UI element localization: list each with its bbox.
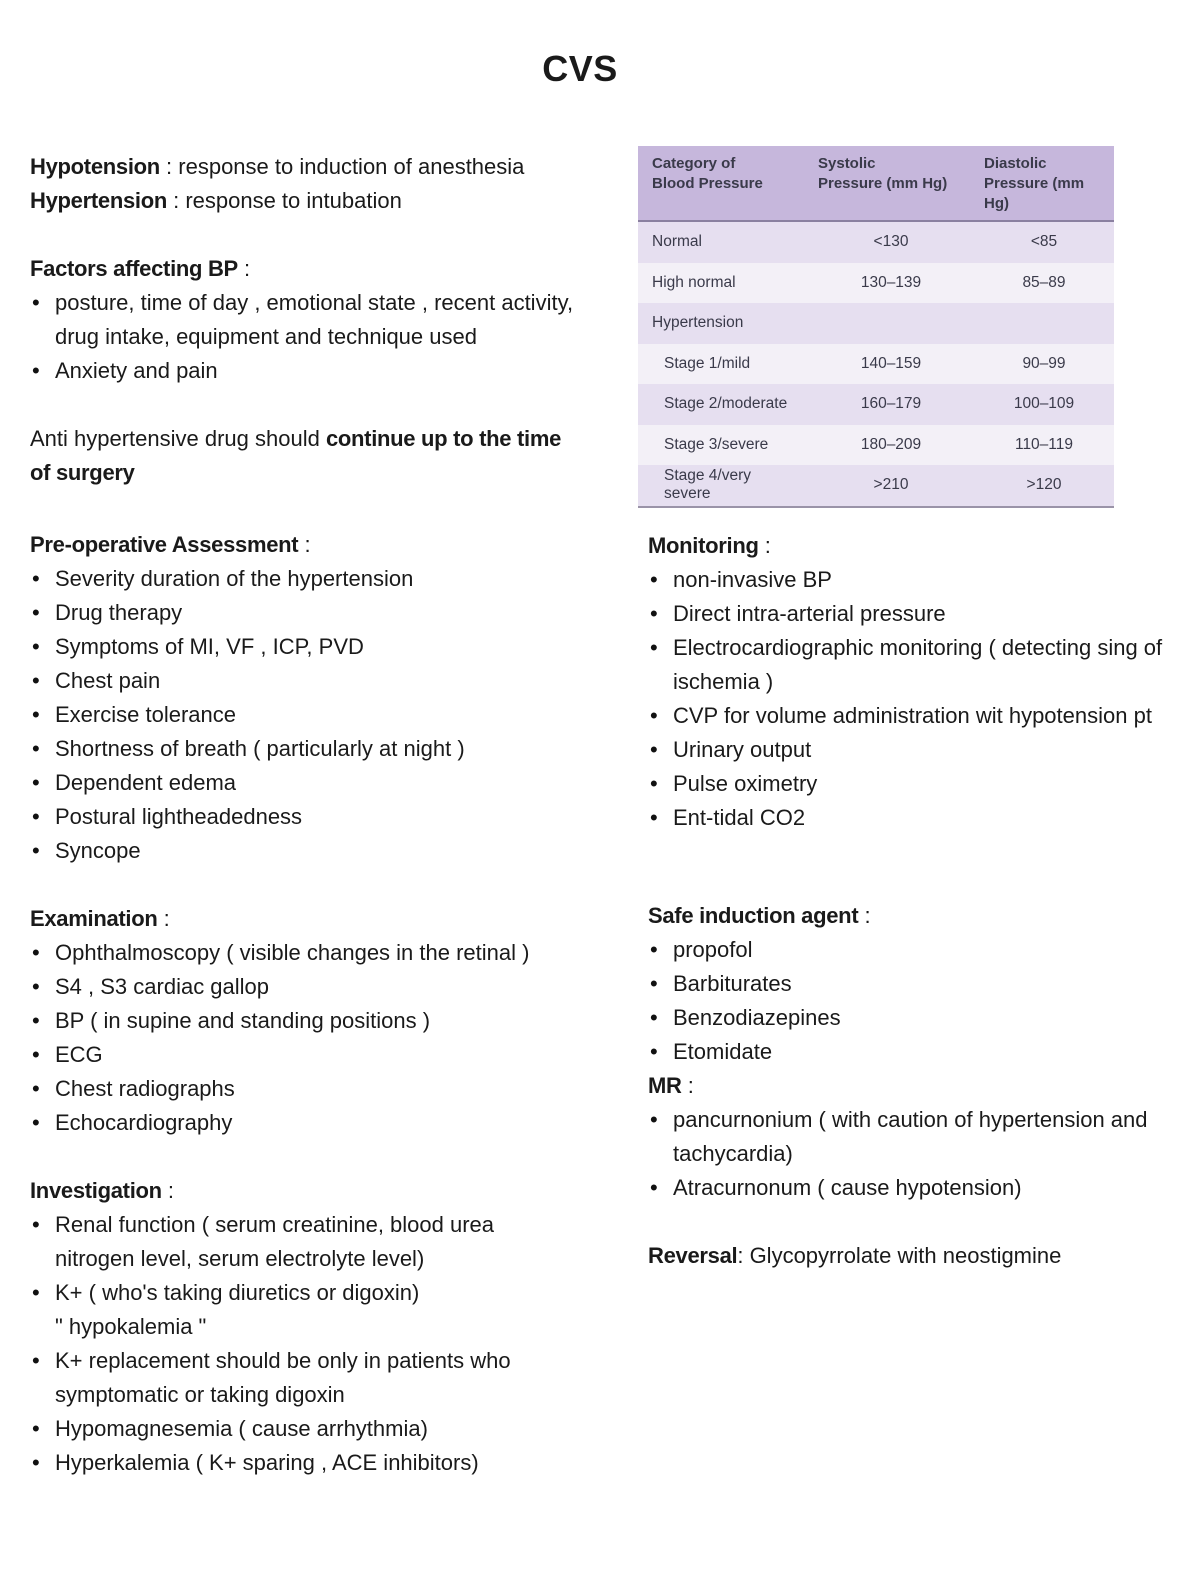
examination-heading-suffix: : bbox=[157, 906, 170, 931]
investigation-heading: Investigation bbox=[30, 1178, 162, 1203]
preop-heading-line bbox=[30, 528, 590, 562]
list-item-text: drug intake, equipment and technique used bbox=[55, 324, 477, 349]
cell-diastolic: 100–109 bbox=[974, 384, 1114, 425]
cell-systolic: 160–179 bbox=[808, 384, 974, 425]
column-header-diastolic bbox=[974, 146, 1114, 221]
table-row bbox=[638, 303, 1114, 344]
list-item bbox=[30, 1344, 590, 1412]
page-title: CVS bbox=[542, 48, 618, 89]
cell-systolic: >210 bbox=[808, 465, 974, 507]
monitoring-heading-suffix: : bbox=[758, 533, 771, 558]
monitoring-heading-line bbox=[648, 529, 1168, 563]
list-item-text: ischemia ) bbox=[673, 669, 774, 694]
list-item: • Atracurnonum ( cause hypotension) bbox=[648, 1171, 1168, 1205]
examination-heading: Examination bbox=[30, 906, 158, 931]
list-item: • ECG bbox=[30, 1038, 590, 1072]
list-item: • Ent-tidal CO2 bbox=[648, 801, 1168, 835]
investigation-heading-suffix: : bbox=[161, 1178, 175, 1203]
hypotension-line bbox=[30, 150, 590, 184]
column-header-systolic bbox=[808, 146, 974, 221]
factors-list bbox=[30, 286, 590, 388]
table-row bbox=[638, 384, 1114, 425]
induction-list bbox=[648, 933, 1168, 1069]
list-item: • non-invasive BP bbox=[648, 563, 1168, 597]
preop-heading-suffix: : bbox=[298, 532, 311, 557]
right-column bbox=[648, 529, 1168, 1273]
hypertension-label: Hypertension bbox=[30, 188, 167, 213]
header-text: Blood Pressure bbox=[652, 175, 763, 192]
mr-list bbox=[648, 1103, 1168, 1205]
table-row bbox=[638, 344, 1114, 385]
list-item-text: posture, time of day , emotional state , recent activity, bbox=[55, 290, 574, 315]
header-text: Category of bbox=[652, 155, 736, 172]
list-item bbox=[648, 1103, 1168, 1171]
table-row bbox=[638, 263, 1114, 304]
list-item-text: K+ ( who's taking diuretics or digoxin) bbox=[55, 1280, 420, 1305]
cell-diastolic: 90–99 bbox=[974, 344, 1114, 385]
list-item bbox=[30, 1276, 590, 1344]
table-header-row bbox=[638, 146, 1114, 221]
cell-category: High normal bbox=[638, 263, 808, 304]
list-item-text: tachycardia) bbox=[673, 1141, 793, 1166]
column-header-category bbox=[638, 146, 808, 221]
list-item: • Severity duration of the hypertension bbox=[30, 562, 590, 596]
hypertension-line bbox=[30, 184, 590, 218]
mr-heading-suffix: : bbox=[681, 1073, 694, 1098]
cell-systolic: 180–209 bbox=[808, 425, 974, 466]
investigation-list bbox=[30, 1208, 590, 1480]
cell-category: Stage 4/very severe bbox=[638, 465, 808, 507]
cell-category: Stage 3/severe bbox=[638, 425, 808, 466]
cell-diastolic: >120 bbox=[974, 465, 1114, 507]
reversal-text: : Glycopyrrolate with neostigmine bbox=[737, 1243, 1062, 1268]
table-row bbox=[638, 425, 1114, 466]
list-item-text: Electrocardiographic monitoring ( detecting sing of bbox=[673, 635, 1163, 660]
reversal-line bbox=[648, 1239, 1168, 1273]
list-item: • S4 , S3 cardiac gallop bbox=[30, 970, 590, 1004]
list-item: • Hypomagnesemia ( cause arrhythmia) bbox=[30, 1412, 590, 1446]
list-item: • Chest radiographs bbox=[30, 1072, 590, 1106]
mr-heading-line bbox=[648, 1069, 1168, 1103]
left-column bbox=[30, 150, 590, 1480]
header-text: Pressure (mm Hg) bbox=[818, 175, 948, 192]
examination-list bbox=[30, 936, 590, 1140]
cell-category: Stage 1/mild bbox=[638, 344, 808, 385]
list-item-text: pancurnonium ( with caution of hypertension and bbox=[673, 1107, 1148, 1132]
list-item: • Direct intra-arterial pressure bbox=[648, 597, 1168, 631]
table-row bbox=[638, 221, 1114, 263]
antihypertensive-bold: continue up to the time bbox=[325, 426, 562, 451]
list-item: • BP ( in supine and standing positions ) bbox=[30, 1004, 590, 1038]
investigation-heading-line bbox=[30, 1174, 590, 1208]
factors-heading-line bbox=[30, 252, 590, 286]
cell-diastolic: <85 bbox=[974, 221, 1114, 263]
list-item-text: " hypokalemia " bbox=[55, 1314, 207, 1339]
list-item: • Dependent edema bbox=[30, 766, 590, 800]
table-row bbox=[638, 465, 1114, 507]
monitoring-list bbox=[648, 563, 1168, 835]
list-item: • propofol bbox=[648, 933, 1168, 967]
preop-heading: Pre-operative Assessment bbox=[30, 532, 299, 557]
antihypertensive-note bbox=[30, 422, 590, 456]
list-item: • Exercise tolerance bbox=[30, 698, 590, 732]
cell-systolic: 130–139 bbox=[808, 263, 974, 304]
antihypertensive-bold-2: of surgery bbox=[30, 460, 135, 485]
list-item bbox=[30, 1208, 590, 1276]
antihypertensive-note-cont bbox=[30, 456, 590, 490]
factors-heading: Factors affecting BP bbox=[30, 256, 238, 281]
preop-list bbox=[30, 562, 590, 868]
cell-systolic: <130 bbox=[808, 221, 974, 263]
header-text: Systolic bbox=[818, 155, 876, 172]
mr-heading: MR bbox=[648, 1073, 682, 1098]
list-item: • Postural lightheadedness bbox=[30, 800, 590, 834]
header-text: Diastolic bbox=[984, 155, 1047, 172]
list-item: • Shortness of breath ( particularly at night ) bbox=[30, 732, 590, 766]
monitoring-heading: Monitoring bbox=[648, 533, 759, 558]
list-item: • Syncope bbox=[30, 834, 590, 868]
list-item bbox=[30, 286, 590, 354]
bp-category-table bbox=[638, 146, 1114, 508]
factors-heading-suffix: : bbox=[237, 256, 251, 281]
cell-category: Hypertension bbox=[638, 303, 808, 344]
list-item-text: symptomatic or taking digoxin bbox=[55, 1382, 345, 1407]
list-item-text: nitrogen level, serum electrolyte level) bbox=[55, 1246, 425, 1271]
cell-diastolic: 85–89 bbox=[974, 263, 1114, 304]
cell-category: Stage 2/moderate bbox=[638, 384, 808, 425]
induction-heading: Safe induction agent bbox=[648, 903, 859, 928]
list-item-text: K+ replacement should be only in patients who bbox=[55, 1348, 511, 1373]
antihypertensive-text: Anti hypertensive drug should bbox=[30, 426, 326, 451]
list-item-text: Renal function ( serum creatinine, blood urea bbox=[55, 1212, 495, 1237]
reversal-heading: Reversal bbox=[648, 1243, 738, 1268]
cell-diastolic bbox=[974, 303, 1114, 344]
list-item: • CVP for volume administration wit hypotension pt bbox=[648, 699, 1168, 733]
list-item: • Echocardiography bbox=[30, 1106, 590, 1140]
list-item: • Chest pain bbox=[30, 664, 590, 698]
hypotension-label: Hypotension bbox=[30, 154, 160, 179]
cell-diastolic: 110–119 bbox=[974, 425, 1114, 466]
list-item bbox=[648, 631, 1168, 699]
list-item: • Symptoms of MI, VF , ICP, PVD bbox=[30, 630, 590, 664]
cell-category: Normal bbox=[638, 221, 808, 263]
hypotension-text: : response to induction of anesthesia bbox=[159, 154, 525, 179]
list-item: • Anxiety and pain bbox=[30, 354, 590, 388]
list-item: • Drug therapy bbox=[30, 596, 590, 630]
list-item: • Hyperkalemia ( K+ sparing , ACE inhibitors) bbox=[30, 1446, 590, 1480]
induction-heading-line bbox=[648, 899, 1168, 933]
list-item: • Ophthalmoscopy ( visible changes in the retinal ) bbox=[30, 936, 590, 970]
list-item: • Etomidate bbox=[648, 1035, 1168, 1069]
hypertension-text: : response to intubation bbox=[166, 188, 402, 213]
induction-heading-suffix: : bbox=[858, 903, 871, 928]
list-item: • Barbiturates bbox=[648, 967, 1168, 1001]
list-item: • Pulse oximetry bbox=[648, 767, 1168, 801]
cell-systolic bbox=[808, 303, 974, 344]
list-item: • Urinary output bbox=[648, 733, 1168, 767]
header-text: Pressure (mm Hg) bbox=[984, 175, 1085, 212]
list-item: • Benzodiazepines bbox=[648, 1001, 1168, 1035]
examination-heading-line bbox=[30, 902, 590, 936]
cell-systolic: 140–159 bbox=[808, 344, 974, 385]
